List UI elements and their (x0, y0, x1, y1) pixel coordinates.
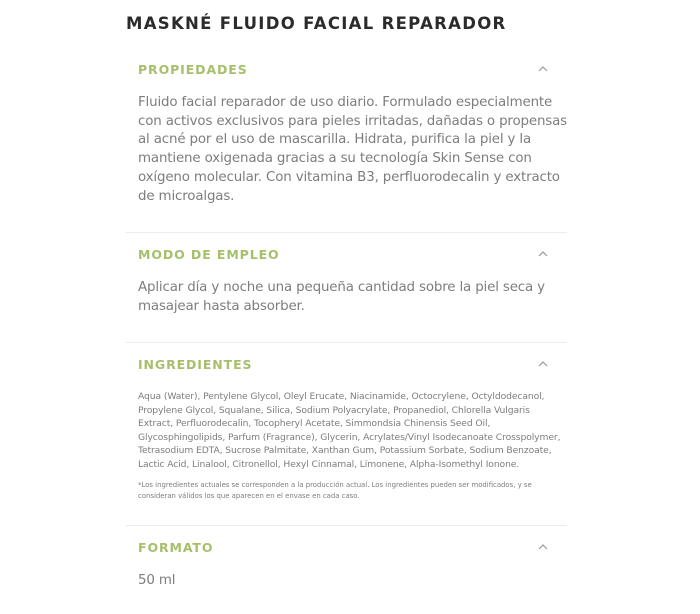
ingredients-disclaimer: *Los ingredientes actuales se corresponden a la producción actual. Los ingredientes pueden ser modificados, y se consideran válidos los que aparecen en el envase en cada caso. (138, 480, 532, 500)
section-body-propiedades (138, 94, 567, 206)
divider (126, 342, 567, 343)
section-title: FORMATO (138, 540, 214, 555)
ingredients-list: Aqua (Water), Pentylene Glycol, Oleyl Erucate, Niacinamide, Octocrylene, Octyldodecanol, Propylene Glycol, Squalane, Silica, Sodium Polyacrylate, Propanediol, Chlorella Vulgaris Extract, Perfluorodecalin, Tocopheryl Acetate, Simmondsia Chinensis Seed Oil, Glycosphingolipids, Parfum (Fragrance), Glycerin, Acrylates/Vinyl Isodecanoate Crosspolymer, Tetrasodium EDTA, Sucrose Palmitate, Xanthan Gum, Potassium Sorbate, Sodium Benzoate, Lactic Acid, Linalool, Citronellol, Hexyl Cinnamal, Limonene, Alpha-Isomethyl Ionone. (138, 391, 561, 470)
section-body-modo-de-empleo (138, 279, 567, 316)
section-header-propiedades[interactable] (138, 62, 567, 82)
chevron-up-icon[interactable] (537, 542, 549, 552)
section-body-formato (138, 572, 567, 591)
section-header-modo-de-empleo[interactable] (138, 247, 567, 267)
propiedades-text: Fluido facial reparador de uso diario. Formulado especialmente con activos exclusivos para pieles irritadas, dañadas o propensas al acné por el uso de mascarilla. Hidrata, purifica la piel y la mantiene oxigenada gracias a su tecnología Skin Sense con oxígeno molecular. Con vitamina B3, perfluorodecalin y extracto de microalgas. (138, 95, 568, 204)
section-title: INGREDIENTES (138, 357, 253, 372)
chevron-up-icon[interactable] (537, 64, 549, 74)
product-title: MASKNÉ FLUIDO FACIAL REPARADOR (126, 14, 507, 33)
chevron-up-icon[interactable] (537, 249, 549, 259)
modo-de-empleo-text: Aplicar día y noche una pequeña cantidad sobre la piel seca y masajear hasta absorber. (138, 280, 545, 314)
section-header-ingredientes[interactable] (138, 357, 567, 377)
formato-value: 50 ml (138, 573, 176, 588)
divider (126, 525, 567, 526)
section-title: MODO DE EMPLEO (138, 247, 280, 262)
section-header-formato[interactable] (138, 540, 567, 560)
chevron-up-icon[interactable] (537, 359, 549, 369)
divider (126, 232, 567, 233)
section-body-ingredientes (138, 390, 567, 502)
section-title: PROPIEDADES (138, 62, 248, 77)
